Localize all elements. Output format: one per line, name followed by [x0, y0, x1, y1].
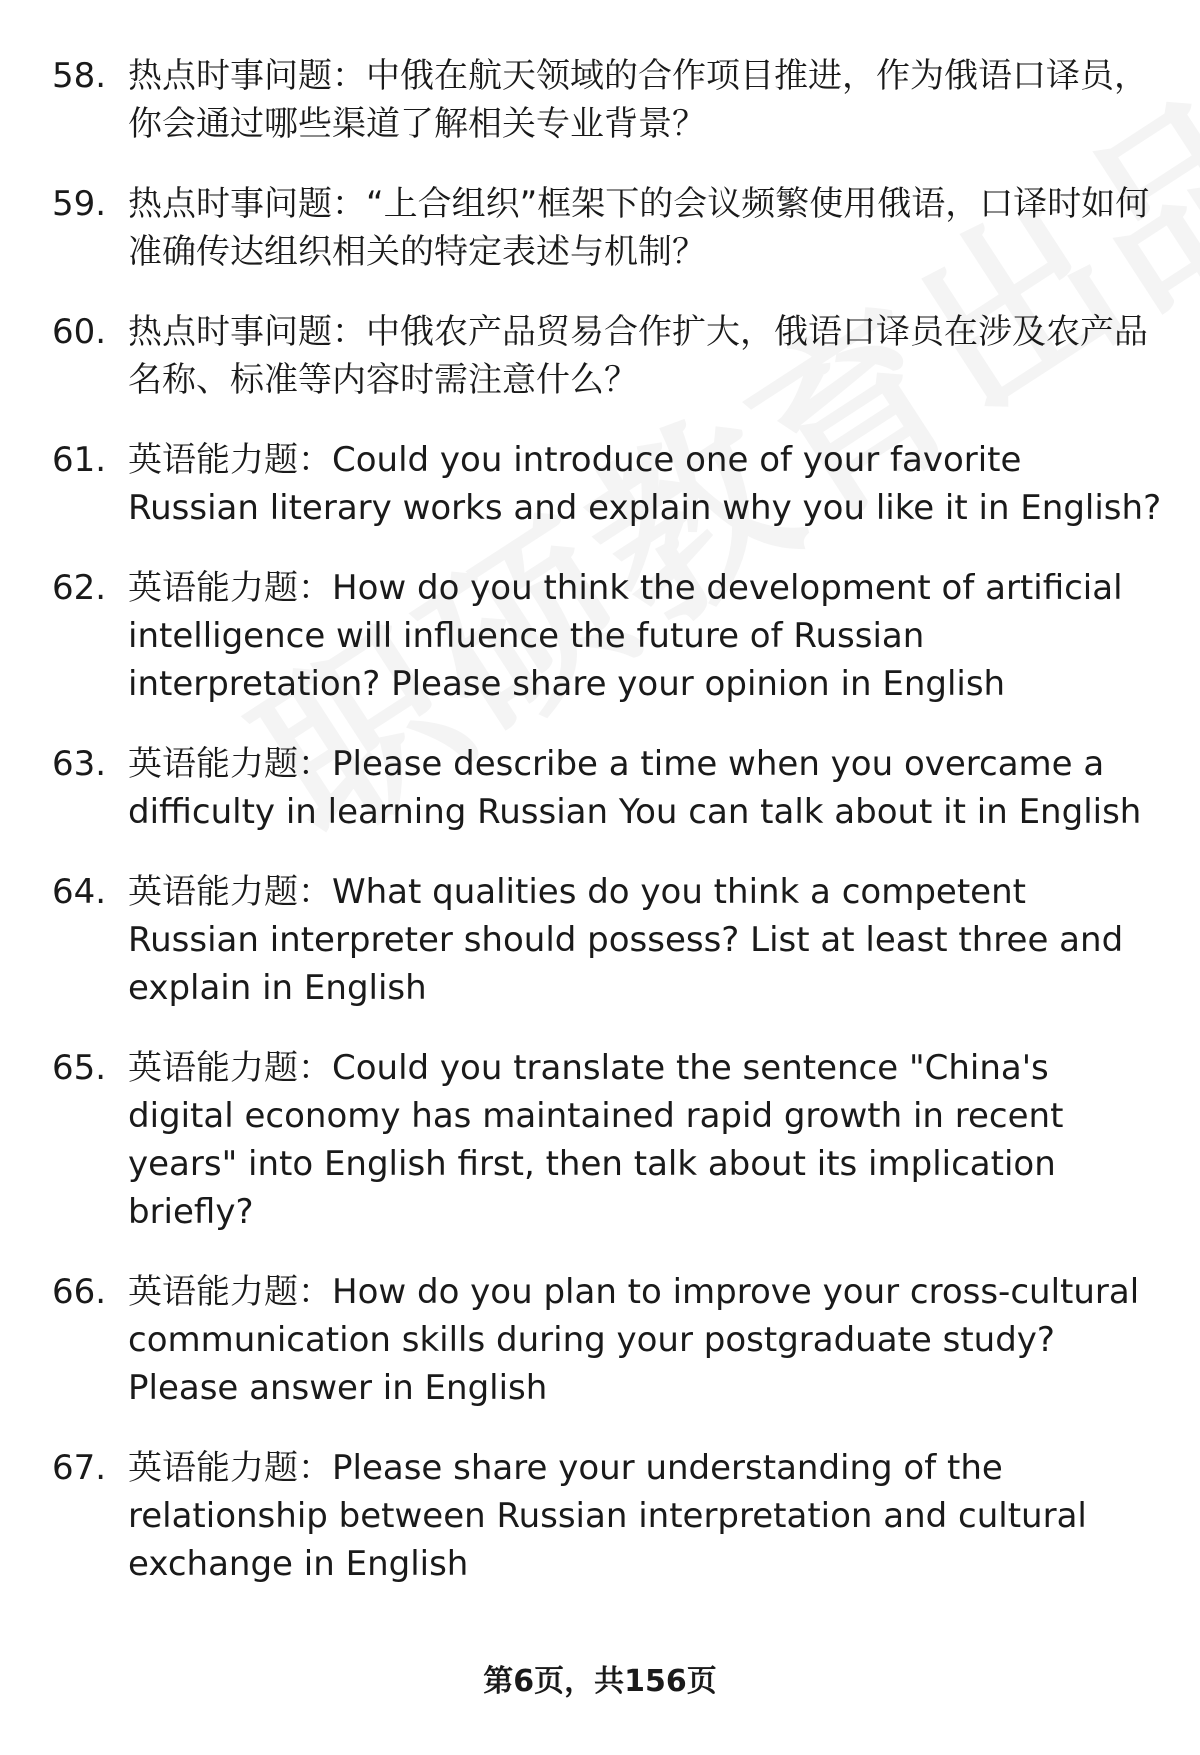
page-footer: 第6页，共156页 — [483, 1664, 717, 1699]
question-text: Please describe a time when you overcame a difficulty in learning Russian You can talk about it in English — [128, 744, 1142, 832]
question-text: “上合组织”框架下的会议频繁使用俄语，口译时如何准确传达组织相关的特定表述与机制？ — [128, 184, 1150, 272]
question-category: 英语能力题： — [128, 1448, 332, 1488]
question-number: 67. — [52, 1448, 107, 1488]
question-item — [0, 564, 1200, 708]
question-text: Please share your understanding of the relationship between Russian interpretation and cultural exchange in English — [128, 1448, 1087, 1584]
question-category: 热点时事问题： — [128, 56, 366, 96]
question-text: Could you translate the sentence "China's digital economy has maintained rapid growth in recent years" into English first, then talk about its implication briefly? — [128, 1048, 1064, 1232]
question-item — [0, 1444, 1200, 1588]
question-number: 63. — [52, 744, 107, 784]
question-text: 中俄在航天领域的合作项目推进，作为俄语口译员，你会通过哪些渠道了解相关专业背景？ — [128, 56, 1148, 144]
question-number: 62. — [52, 568, 107, 608]
question-number: 66. — [52, 1272, 107, 1312]
question-category: 英语能力题： — [128, 1048, 332, 1088]
question-number: 60. — [52, 312, 107, 352]
question-number: 59. — [52, 184, 107, 224]
question-item — [0, 180, 1200, 276]
question-category: 英语能力题： — [128, 440, 332, 480]
question-item — [0, 868, 1200, 1012]
question-number: 61. — [52, 440, 107, 480]
question-category: 热点时事问题： — [128, 312, 366, 352]
question-category: 英语能力题： — [128, 744, 332, 784]
question-text: Could you introduce one of your favorite Russian literary works and explain why you like it in English? — [128, 440, 1162, 528]
question-number: 64. — [52, 872, 107, 912]
question-list — [0, 52, 1200, 1620]
question-number: 58. — [52, 56, 107, 96]
question-item — [0, 52, 1200, 148]
question-item — [0, 1268, 1200, 1412]
question-item — [0, 308, 1200, 404]
question-text: How do you plan to improve your cross-cultural communication skills during your postgraduate study? Please answer in English — [128, 1272, 1140, 1408]
question-item — [0, 740, 1200, 836]
question-text: What qualities do you think a competent Russian interpreter should possess? List at least three and explain in English — [128, 872, 1124, 1008]
question-item — [0, 1044, 1200, 1236]
question-text: How do you think the development of artificial intelligence will influence the future of Russian interpretation? Please share your opinion in English — [128, 568, 1123, 704]
question-item — [0, 436, 1200, 532]
question-category: 英语能力题： — [128, 1272, 332, 1312]
question-text: 中俄农产品贸易合作扩大，俄语口译员在涉及农产品名称、标准等内容时需注意什么？ — [128, 312, 1148, 400]
question-category: 热点时事问题： — [128, 184, 366, 224]
question-category: 英语能力题： — [128, 568, 332, 608]
question-category: 英语能力题： — [128, 872, 332, 912]
question-number: 65. — [52, 1048, 107, 1088]
